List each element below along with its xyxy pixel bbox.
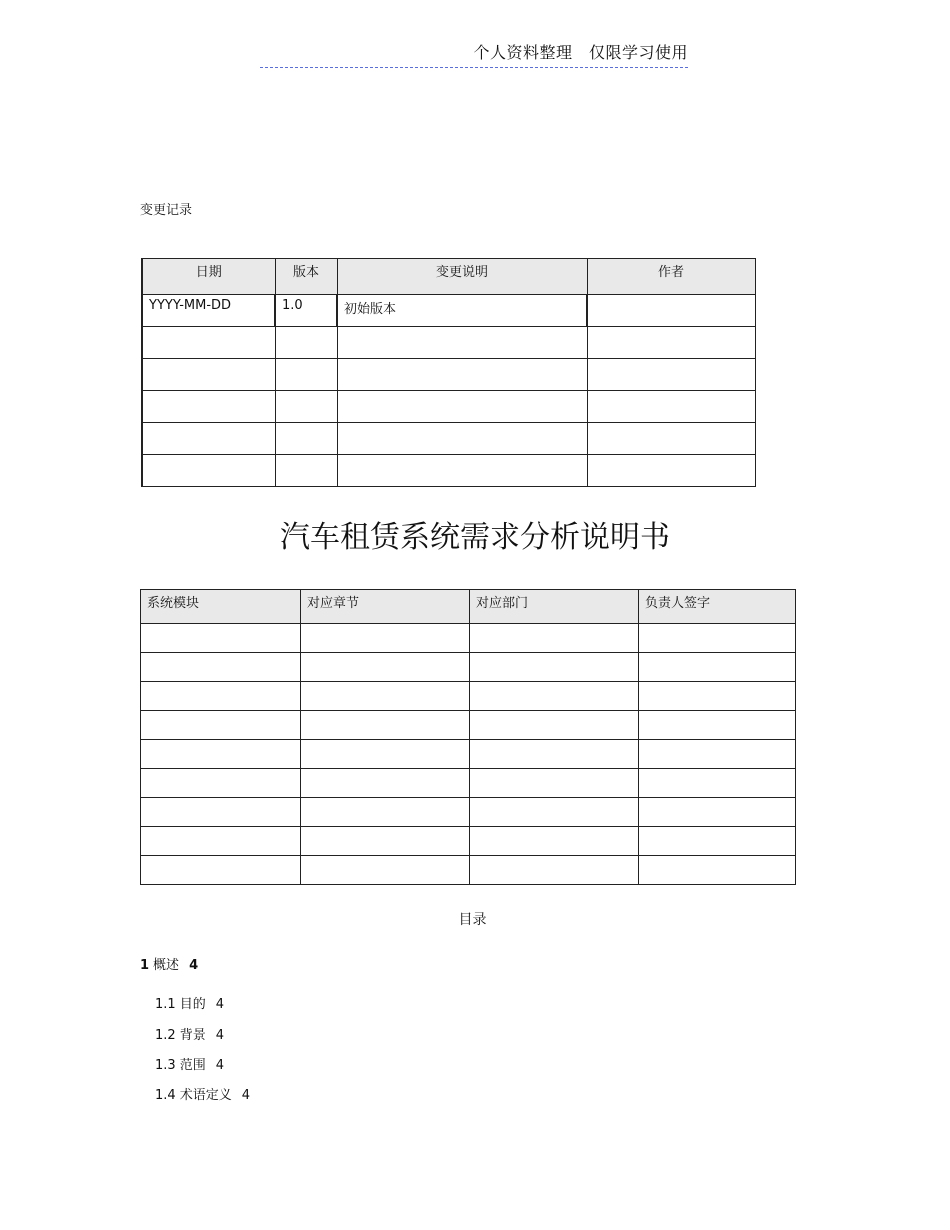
toc-entry-number: 1.3	[155, 1058, 176, 1073]
toc-entry-number: 1.1	[155, 997, 176, 1012]
cell-system-module	[141, 769, 301, 798]
table-row	[141, 740, 796, 769]
toc-entry-number: 1	[140, 958, 150, 973]
cell-date	[142, 327, 275, 359]
table-row	[142, 391, 755, 423]
cell-date	[142, 423, 275, 455]
cell-department	[470, 740, 639, 769]
table-row	[142, 359, 755, 391]
cell-chapter	[301, 769, 470, 798]
cell-system-module	[141, 653, 301, 682]
cell-change-description	[337, 327, 587, 359]
column-header-change-description: 变更说明	[337, 259, 587, 295]
cell-version	[275, 391, 337, 423]
cell-signature	[639, 856, 796, 885]
cell-department	[470, 769, 639, 798]
column-header-date: 日期	[142, 259, 275, 295]
column-header-version: 版本	[275, 259, 337, 295]
cell-system-module	[141, 856, 301, 885]
cell-date	[142, 359, 275, 391]
column-header-author: 作者	[587, 259, 755, 295]
cell-signature	[639, 827, 796, 856]
cell-chapter	[301, 740, 470, 769]
cell-department	[470, 827, 639, 856]
cell-signature	[639, 624, 796, 653]
toc-entry-page: 4	[215, 1028, 224, 1043]
toc-entry-1-2[interactable]	[155, 1024, 224, 1043]
toc-entry-1-3[interactable]	[155, 1054, 224, 1073]
cell-department	[470, 682, 639, 711]
toc-entry-1-4[interactable]	[155, 1084, 250, 1103]
table-row	[142, 423, 755, 455]
cell-system-module	[141, 740, 301, 769]
cell-author	[587, 359, 755, 391]
toc-entry-label: 概述	[153, 958, 180, 973]
cell-signature	[639, 653, 796, 682]
cell-signature	[639, 740, 796, 769]
table-row	[141, 624, 796, 653]
cell-system-module	[141, 624, 301, 653]
cell-version	[275, 327, 337, 359]
toc-entry-number: 1.2	[155, 1028, 176, 1043]
cell-chapter	[301, 798, 470, 827]
toc-entry-label: 范围	[179, 1058, 206, 1073]
cell-change-description	[337, 391, 587, 423]
cell-version	[275, 359, 337, 391]
change-record-label: 变更记录	[140, 203, 193, 218]
toc-entry-page: 4	[215, 997, 224, 1012]
cell-department	[470, 624, 639, 653]
cell-change-description	[337, 359, 587, 391]
cell-version: 1.0	[275, 295, 337, 327]
table-row	[142, 455, 755, 487]
toc-entry-1-1[interactable]	[155, 993, 224, 1012]
cell-signature	[639, 798, 796, 827]
cell-version	[275, 455, 337, 487]
cell-signature	[639, 769, 796, 798]
table-row	[141, 682, 796, 711]
toc-entry-page: 4	[215, 1058, 224, 1073]
cell-chapter	[301, 653, 470, 682]
document-title: 汽车租赁系统需求分析说明书	[280, 520, 670, 555]
cell-author	[587, 455, 755, 487]
cell-system-module	[141, 798, 301, 827]
cell-chapter	[301, 624, 470, 653]
column-header-signature: 负责人签字	[639, 590, 796, 624]
cell-author	[587, 295, 755, 327]
toc-entry-page: 4	[241, 1088, 250, 1103]
column-header-chapter: 对应章节	[301, 590, 470, 624]
toc-entry-page: 4	[189, 958, 199, 973]
table-row	[141, 827, 796, 856]
table-header-row	[142, 259, 755, 295]
column-header-department: 对应部门	[470, 590, 639, 624]
cell-chapter	[301, 827, 470, 856]
cell-system-module	[141, 827, 301, 856]
table-row	[142, 295, 755, 327]
table-row	[142, 327, 755, 359]
cell-author	[587, 423, 755, 455]
table-header-row	[141, 590, 796, 624]
cell-change-description: 初始版本	[337, 295, 587, 327]
module-signoff-table	[140, 589, 796, 885]
cell-signature	[639, 711, 796, 740]
cell-date	[142, 391, 275, 423]
table-row	[141, 653, 796, 682]
cell-change-description	[337, 455, 587, 487]
cell-chapter	[301, 682, 470, 711]
toc-entry-number: 1.4	[155, 1088, 176, 1103]
cell-signature	[639, 682, 796, 711]
cell-change-description	[337, 423, 587, 455]
change-record-table	[141, 258, 756, 487]
toc-entry-label: 目的	[179, 997, 206, 1012]
cell-date: YYYY-MM-DD	[142, 295, 275, 327]
cell-author	[587, 327, 755, 359]
table-row	[141, 769, 796, 798]
toc-title: 目录	[458, 912, 487, 928]
cell-department	[470, 798, 639, 827]
toc-entry-label: 术语定义	[179, 1088, 232, 1103]
cell-date	[142, 455, 275, 487]
cell-author	[587, 391, 755, 423]
cell-system-module	[141, 682, 301, 711]
cell-department	[470, 653, 639, 682]
cell-department	[470, 711, 639, 740]
cell-chapter	[301, 856, 470, 885]
cell-version	[275, 423, 337, 455]
toc-entry-1[interactable]	[140, 954, 198, 973]
table-row	[141, 711, 796, 740]
table-row	[141, 856, 796, 885]
cell-chapter	[301, 711, 470, 740]
page-header-note: 个人资料整理 仅限学习使用	[260, 40, 688, 68]
table-row	[141, 798, 796, 827]
column-header-system-module: 系统模块	[141, 590, 301, 624]
cell-system-module	[141, 711, 301, 740]
toc-entry-label: 背景	[179, 1028, 206, 1043]
cell-department	[470, 856, 639, 885]
